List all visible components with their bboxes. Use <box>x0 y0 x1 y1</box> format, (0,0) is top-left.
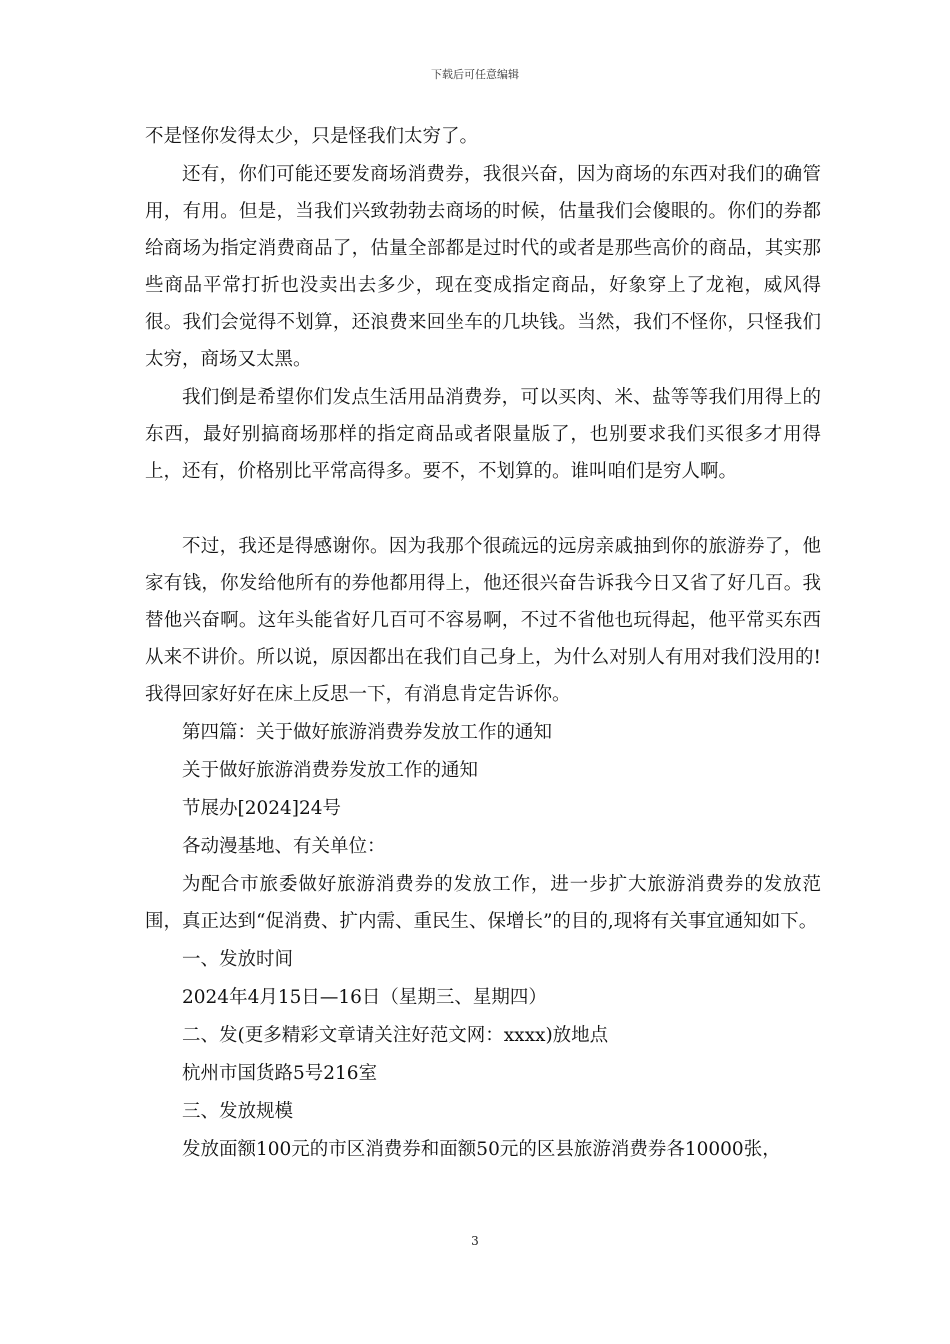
paragraph-thanks: 不过，我还是得感谢你。因为我那个很疏远的远房亲戚抽到你的旅游券了，他家有钱，你发给他所有的券他都用得上，他还很兴奋告诉我今日又省了好几百。我替他兴奋啊。这年头能省好几百可不容易啊，不过不省他也玩得起，他平常买东西从来不讲价。所以说，原因都出在我们自己身上，为什么对别人有用对我们没用的!我得回家好好在床上反思一下，有消息肯定告诉你。 <box>145 536 821 705</box>
issue-location-value: 杭州市国货路5号216室 <box>182 1063 378 1084</box>
heading-issue-time: 一、发放时间 <box>182 949 294 970</box>
notice-recipients: 各动漫基地、有关单位： <box>182 836 386 857</box>
heading-issue-scale: 三、发放规模 <box>182 1101 294 1122</box>
page-number: 3 <box>471 1234 479 1248</box>
notice-number: 节展办[2024]24号 <box>182 798 342 819</box>
issue-time-value: 2024年4月15日—16日（星期三、星期四） <box>182 987 547 1008</box>
heading-issue-location: 二、发(更多精彩文章请关注好范文网：xxxx)放地点 <box>182 1025 609 1046</box>
blank-line <box>145 491 821 528</box>
page-header: 下载后可任意编辑 <box>431 68 519 81</box>
notice-title: 关于做好旅游消费券发放工作的通知 <box>182 760 479 781</box>
notice-intro: 为配合市旅委做好旅游消费券的发放工作，进一步扩大旅游消费券的发放范围，真正达到“促消费、扩内需、重民生、保增长”的目的,现将有关事宜通知如下。 <box>145 874 821 932</box>
paragraph-mall-coupons: 还有，你们可能还要发商场消费券，我很兴奋，因为商场的东西对我们的确管用，有用。但是，当我们兴致勃勃去商场的时候，估量我们会傻眼的。你们的券都给商场为指定消费商品了，估量全部都是过时代的或者是那些高价的商品，其实那些商品平常打折也没卖出去多少，现在变成指定商品，好象穿上了龙袍，威风得很。我们会觉得不划算，还浪费来回坐车的几块钱。当然，我们不怪你，只怪我们太穷，商场又太黑。 <box>145 164 821 370</box>
section-title: 第四篇：关于做好旅游消费券发放工作的通知 <box>182 722 553 743</box>
issue-scale-value: 发放面额100元的市区消费券和面额50元的区县旅游消费券各10000张， <box>182 1139 781 1160</box>
paragraph-continuation: 不是怪你发得太少，只是怪我们太穷了。 <box>145 126 479 147</box>
paragraph-daily-goods: 我们倒是希望你们发点生活用品消费券，可以买肉、米、盐等等我们用得上的东西，最好别搞商场那样的指定商品或者限量版了，也别要求我们买很多才用得上，还有，价格别比平常高得多。要不，不划算的。谁叫咱们是穷人啊。 <box>145 387 821 482</box>
document-body <box>145 118 821 1169</box>
